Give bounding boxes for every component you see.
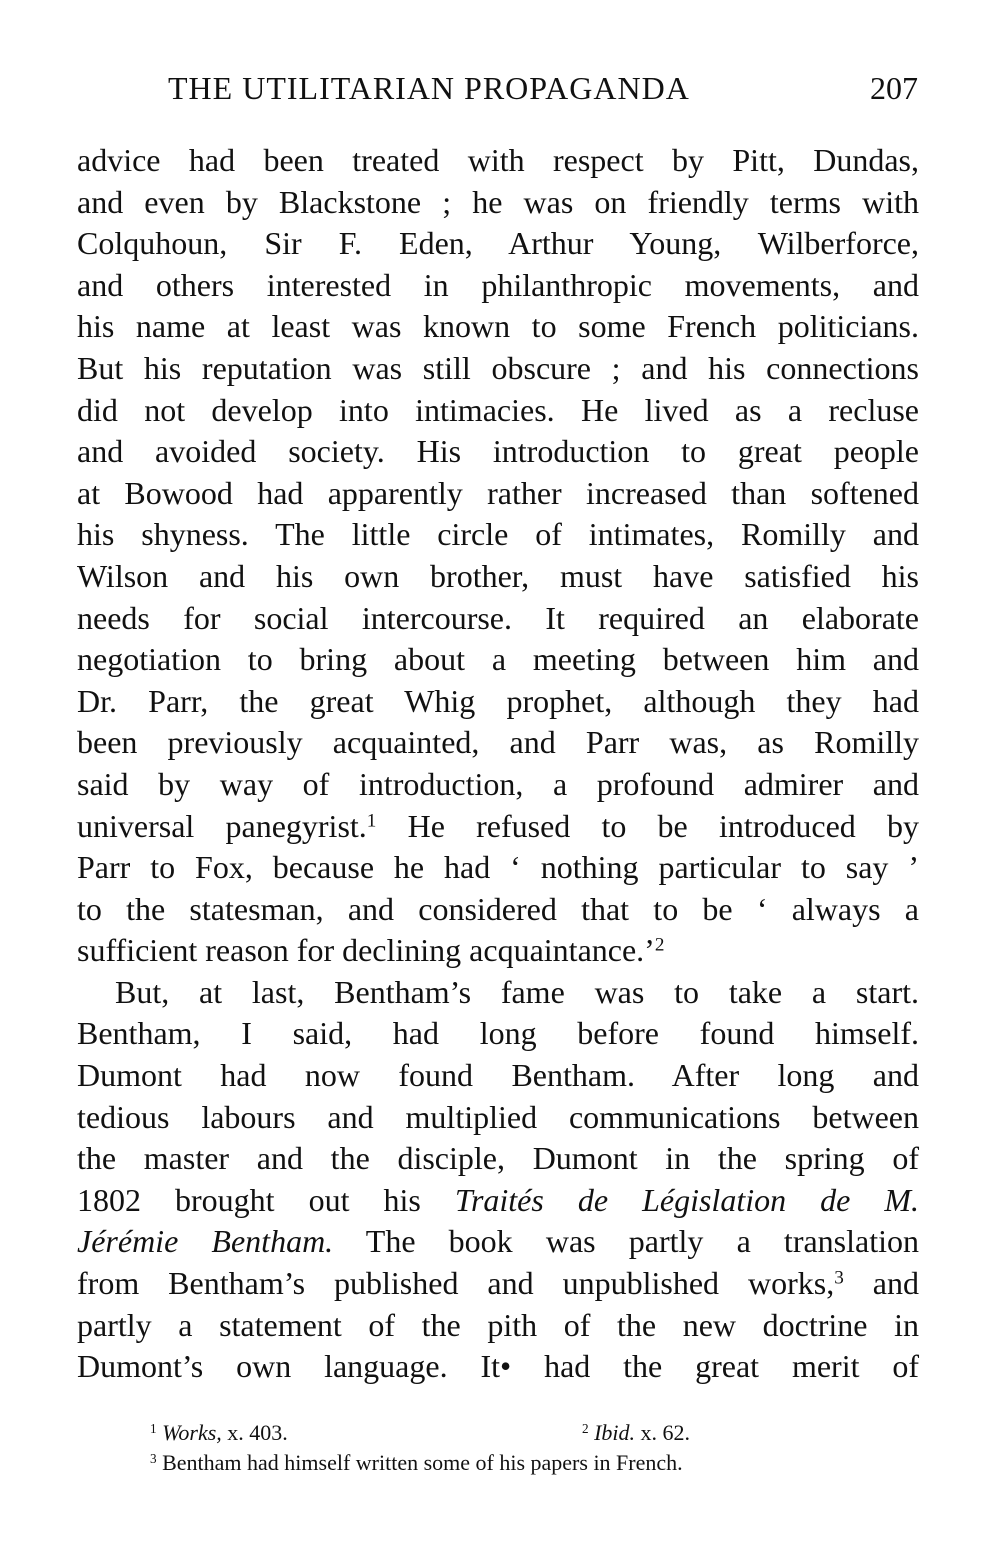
text-segment: 1802 brought out his [77, 1181, 421, 1218]
text-line: negotiation to bring about a meeting between him and [77, 641, 919, 678]
text-line: Bentham, I said, had long before found himself. [77, 1015, 919, 1052]
footnotes [150, 1418, 870, 1478]
text-segment: and [843, 1265, 920, 1302]
text-line: Dr. Parr, the great Whig prophet, although they had [77, 682, 919, 719]
text-segment: The book was partly a translation [333, 1223, 920, 1260]
text-line: the master and the disciple, Dumont in the spring of [77, 1140, 919, 1177]
book-title: Jérémie Bentham. [77, 1223, 334, 1260]
book-title: Traités de Législation de M. [454, 1181, 920, 1218]
footnote-1 [150, 1420, 288, 1445]
footnote-text: Bentham had himself written some of his papers in French. [156, 1450, 683, 1475]
text-line: partly a statement of the pith of the new doctrine in [77, 1306, 919, 1343]
footnote-row [150, 1418, 870, 1448]
text-line: But, at last, Bentham’s fame was to take a start. [115, 973, 919, 1010]
text-line: needs for social intercourse. It required an elaborate [77, 599, 919, 636]
footnote-number: 1 [150, 1420, 157, 1436]
text-line: tedious labours and multiplied communications between [77, 1098, 919, 1135]
text-line [77, 1180, 919, 1222]
footnote-3 [150, 1450, 683, 1475]
text-line: advice had been treated with respect by Pitt, Dundas, [77, 142, 919, 178]
text-line: said by way of introduction, a profound admirer and [77, 765, 919, 802]
text-line: Dumont’s own language. It• had the great merit of [77, 1348, 919, 1385]
text-segment: from Bentham’s published and unpublished works, [77, 1265, 835, 1302]
text-line: his name at least was known to some French politicians. [77, 308, 919, 345]
text-line: and even by Blackstone ; he was on friendly terms with [77, 183, 919, 220]
text-line: Colquhoun, Sir F. Eden, Arthur Young, Wilberforce, [77, 225, 919, 262]
text-line [77, 1221, 919, 1263]
text-line: been previously acquainted, and Parr was, as Romilly [77, 724, 919, 761]
text-line [77, 806, 919, 848]
footnote-title: Ibid. [594, 1420, 636, 1445]
footnote-marker: 3 [834, 1267, 844, 1289]
text-line: at Bowood had apparently rather increased than softened [77, 474, 919, 511]
running-header [168, 70, 918, 114]
body-text [77, 140, 919, 1388]
footnote-marker: 1 [366, 809, 377, 831]
footnote-ref: x. 62. [635, 1420, 691, 1445]
text-line: Dumont had now found Bentham. After long and [77, 1057, 919, 1094]
page-number: 207 [870, 70, 918, 106]
text-line: his shyness. The little circle of intimates, Romilly and [77, 516, 919, 553]
text-line: and avoided society. His introduction to great people [77, 433, 919, 470]
footnote-ref: x. 403. [221, 1420, 288, 1445]
text-segment: sufficient reason for declining acquaintance.’ [77, 932, 655, 969]
footnote-number: 3 [150, 1450, 157, 1466]
footnote-number: 2 [582, 1420, 589, 1436]
text-line: did not develop into intimacies. He lived as a recluse [77, 391, 919, 428]
text-line [77, 930, 919, 972]
footnote-marker: 2 [654, 934, 665, 956]
text-line: Wilson and his own brother, must have satisfied his [77, 557, 919, 594]
footnote-title: Works, [162, 1420, 222, 1445]
footnote-row [150, 1448, 870, 1478]
text-line: Parr to Fox, because he had ‘ nothing particular to say ’ [77, 849, 919, 886]
text-line [77, 1263, 919, 1305]
footnote-2 [582, 1418, 690, 1448]
text-line: to the statesman, and considered that to be ‘ always a [77, 890, 919, 927]
running-title: THE UTILITARIAN PROPAGANDA [168, 70, 690, 106]
text-segment: He refused to be introduced by [376, 807, 920, 844]
text-line: and others interested in philanthropic movements, and [77, 266, 919, 303]
text-segment: universal panegyrist. [77, 807, 367, 844]
text-line: But his reputation was still obscure ; and his connections [77, 349, 919, 386]
